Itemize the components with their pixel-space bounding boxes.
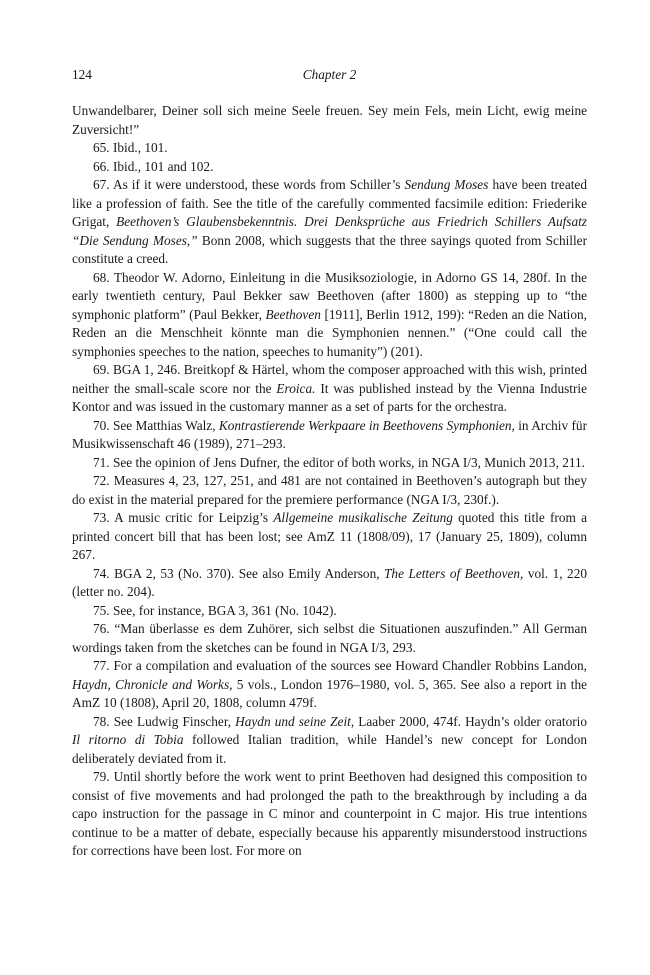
note-title-italic: Haydn, Chronicle and Works,	[72, 676, 233, 692]
endnote-78	[72, 713, 587, 769]
endnote-70	[72, 417, 587, 454]
note-title-italic: Beethoven’s Glaubensbekenntnis. Drei Denksprüche aus Friedrich Schillers Aufsatz “Die Sendung Moses,”	[72, 214, 587, 248]
note-title-italic: Allgemeine musikalische Zeitung	[273, 510, 453, 525]
note-text: followed Italian tradition, while Handel’s new concept for London deliberately deviated from it.	[72, 732, 587, 766]
endnote-79	[72, 768, 587, 861]
note-text: 74. BGA 2, 53 (No. 370). See also Emily Anderson,	[93, 565, 385, 581]
note-text: 68. Theodor W. Adorno, Einleitung in die Musiksoziologie, in Adorno GS 14, 280f. In the early twentieth century, Paul Bekker saw Beethoven (after 1800) as stepping up to “the symphonic platform” (Paul Bekker,	[72, 269, 587, 322]
note-title-italic: Eroica.	[276, 380, 316, 396]
endnote-76	[72, 620, 587, 657]
endnote-75	[72, 602, 587, 621]
note-text: 73. A music critic for Leipzig’s	[93, 510, 274, 525]
endnote-68	[72, 269, 587, 362]
note-title-italic: Il ritorno di Tobia	[72, 732, 184, 747]
endnote-66	[72, 158, 587, 177]
note-text: vol. 1, 220 (letter no. 204).	[72, 565, 587, 599]
endnote-71	[72, 454, 587, 473]
note-text: 72. Measures 4, 23, 127, 251, and 481 are not contained in Beethoven’s autograph but they do exist in the material prepared for the premiere performance (NGA I/3, 230f.).	[72, 473, 587, 507]
note-text: [1911], Berlin 1912, 199): “Reden an die Nation, Reden an die Menschheit könnte man die Symphonien nennen.” (“One could call the symphonies speeches to the nation, speeches to humanity”) (201).	[72, 306, 587, 359]
note-text: 66. Ibid., 101 and 102.	[93, 158, 214, 174]
note-text: Bonn 2008, which suggests that the three sayings quoted from Schiller constitute a creed.	[72, 232, 588, 266]
endnotes-text	[72, 102, 587, 861]
note-text: 67. As if it were understood, these words from Schiller’s	[93, 177, 405, 192]
continued-note-text: Unwandelbarer, Deiner soll sich meine Seele freuen. Sey mein Fels, mein Licht, ewig meine Zuversicht!”	[72, 103, 587, 137]
endnote-69	[72, 361, 587, 417]
note-text: Laaber 2000, 474f. Haydn’s older oratorio	[354, 713, 587, 729]
endnote-73	[72, 509, 587, 565]
chapter-title: Chapter 2	[302, 67, 357, 82]
note-text: 77. For a compilation and evaluation of the sources see Howard Chandler Robbins Landon,	[93, 658, 587, 673]
endnote-77	[72, 657, 587, 713]
note-text: It was published instead by the Vienna Industrie Kontor and was issued in the customary manner as a set of parts for the orchestra.	[72, 380, 587, 414]
note-text: 70. See Matthias Walz,	[93, 417, 219, 433]
note-title-italic: Kontrastierende Werkpaare in Beethovens Symphonien,	[218, 417, 515, 433]
endnote-74	[72, 565, 587, 602]
page-number: 124	[72, 67, 92, 82]
note-title-italic: The Letters of Beethoven,	[384, 565, 524, 581]
book-page	[72, 66, 587, 861]
note-text: 65. Ibid., 101.	[93, 140, 168, 155]
note-title-italic: Sendung Moses	[404, 177, 489, 192]
note-text: in Archiv für Musikwissenschaft 46 (1989), 271–293.	[72, 417, 587, 451]
note-title-italic: Haydn und seine Zeit,	[235, 713, 355, 729]
endnote-72	[72, 472, 587, 509]
note-text: 79. Until shortly before the work went to print Beethoven had designed this composition to consist of five movements and had prolonged the path to the breakthrough by including a da capo instruction for the passage in C minor and counterpoint in C major. His true intentions continue to be a matter of debate, especially because his apparently misunderstood instructions for corrections have been lost. For more on	[72, 769, 587, 858]
endnote-67	[72, 176, 587, 269]
note-text: 78. See Ludwig Finscher,	[93, 713, 236, 729]
running-head	[72, 66, 587, 84]
note-text: quoted this title from a printed concert bill that has been lost; see AmZ 11 (1808/09), 17 (January 25, 1809), column 267.	[72, 510, 588, 562]
note-text: 75. See, for instance, BGA 3, 361 (No. 1042).	[93, 602, 337, 618]
note-text: 5 vols., London 1976–1980, vol. 5, 365. See also a report in the AmZ 10 (1808), April 20, 1808, column 479f.	[72, 676, 587, 710]
note-text: 71. See the opinion of Jens Dufner, the editor of both works, in NGA I/3, Munich 2013, 211.	[93, 454, 586, 470]
note-text: have been treated like a profession of faith. See the title of the carefully commented facsimile edition: Friederike Grigat,	[72, 177, 587, 229]
note-text: 76. “Man überlasse es dem Zuhörer, sich selbst die Situationen auszufinden.” All German wordings taken from the sketches can be found in NGA I/3, 293.	[72, 621, 587, 655]
endnote-65	[72, 139, 587, 158]
note-title-italic: Beethoven	[265, 306, 321, 322]
note-text: 69. BGA 1, 246. Breitkopf & Härtel, whom the composer approached with this wish, printed neither the small-scale score nor the	[72, 362, 587, 396]
